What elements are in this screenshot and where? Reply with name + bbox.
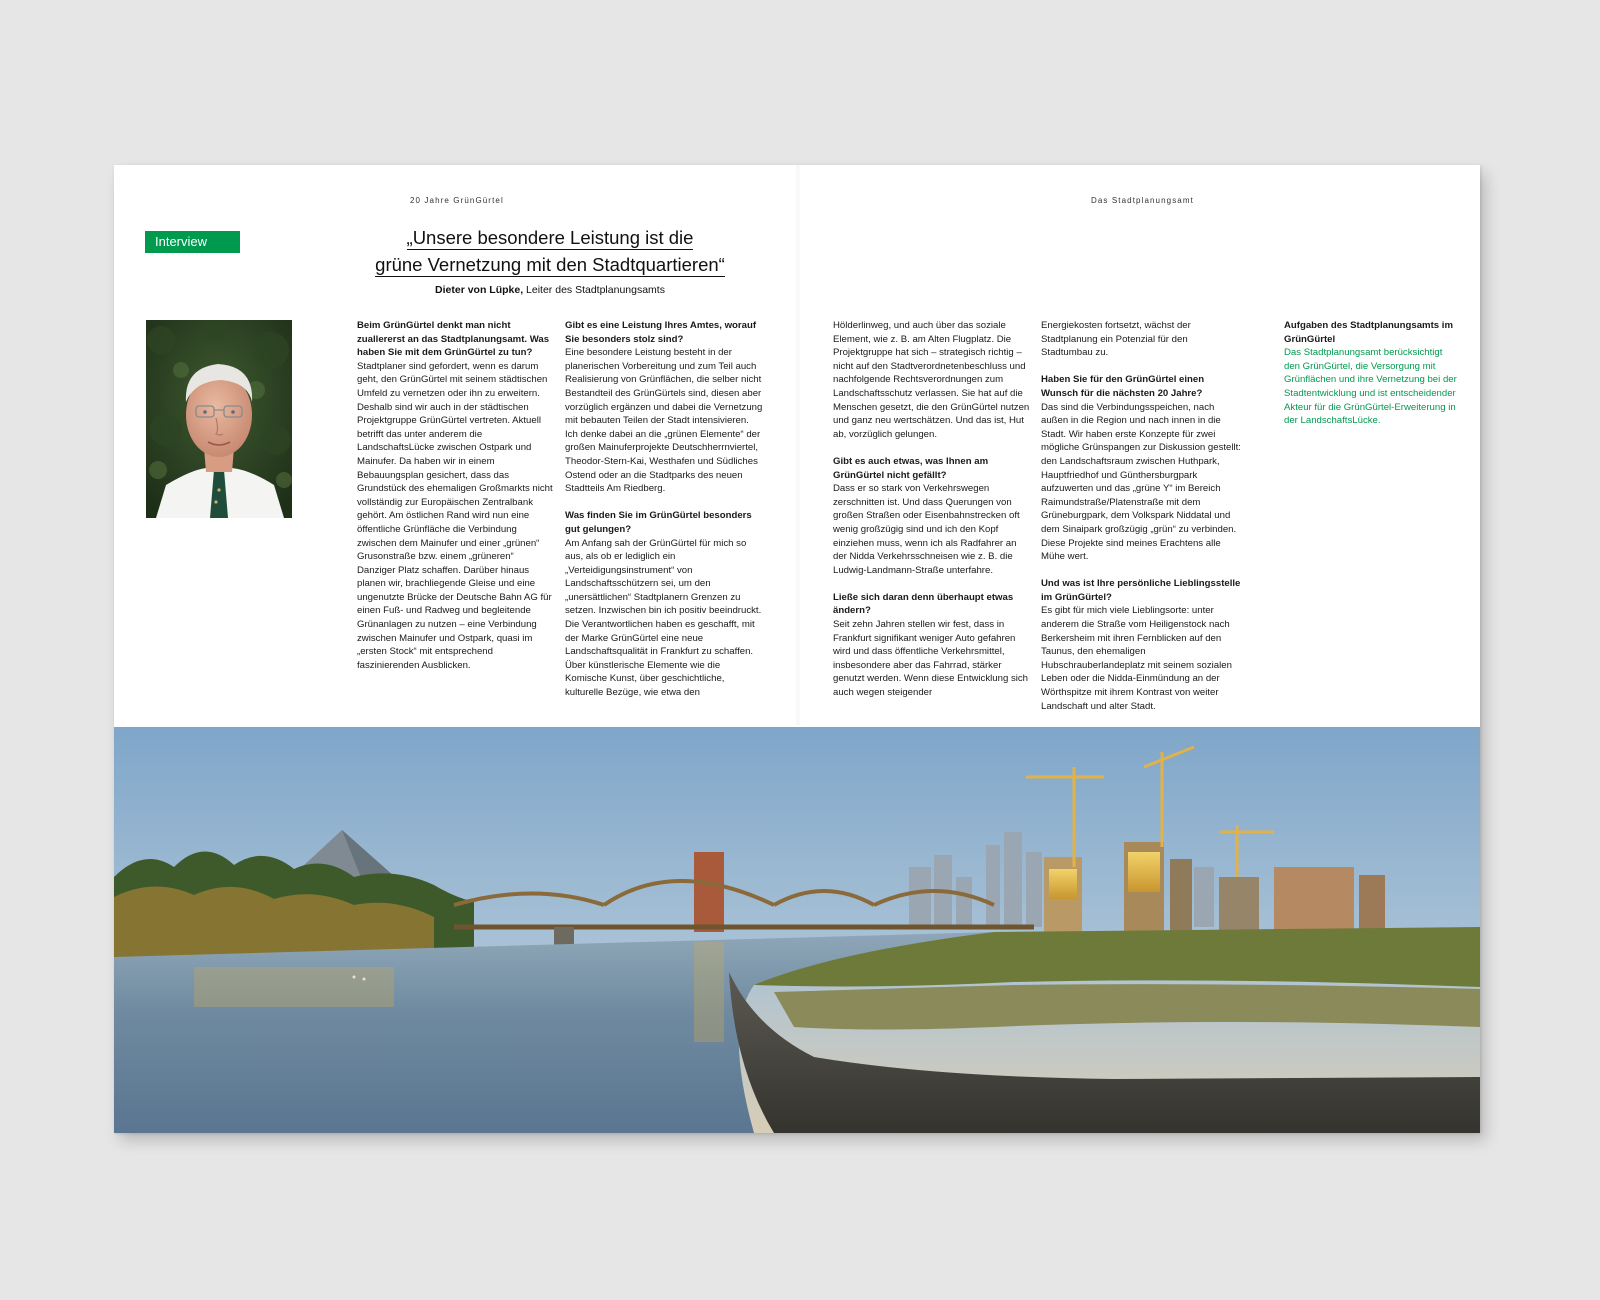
answer: Am Anfang sah der GrünGürtel für mich so aus, als ob er lediglich ein „Verteidigungsinstrument“ von Landschaftsschützern sei, um den „unersättlichen“ Stadtplanern Grenzen zu setzen. Inzwischen bin ich positiv beeindruckt. Die Verantwortlichen haben es geschafft, mit der Marke GrünGürtel eine neue Landschaftsqualität in Frankfurt zu schaffen. Über künstlerische Elemente wie die Komische Kunst, über geschichtliche, kulturelle Bezüge, wie etwa den bbox=[565, 537, 762, 699]
answer: Das sind die Verbindungsspeichen, nach außen in die Region und nach innen in die Stadt. Wir haben erste Konzepte für zwei mögliche Grünspangen zur Diskussion gestellt: den Landschaftsraum zwischen Huthpark, Hauptfriedhof und Günthersburgpark aufzuwerten und das „grüne Y“ im Bereich Raimundstraße/Platenstraße mit dem Grüneburgpark, dem Volkspark Niddatal und dem Sinaipark großzügig „grün“ zu verbinden. Diese Projekte sind meines Erachtens alle Mühe wert. bbox=[1041, 401, 1241, 563]
river-skyline-illustration bbox=[114, 727, 1480, 1133]
interview-tag: Interview bbox=[145, 231, 240, 253]
question: Gibt es auch etwas, was Ihnen am GrünGürtel nicht gefällt? bbox=[833, 455, 989, 481]
sidebar-text: Das Stadtplanungsamt berücksichtigt den GrünGürtel, die Versorgung mit Grünflächen und ihre Vernetzung bei der Stadtentwicklung und ist entscheidender Akteur für die GrünGürtel-Erweiterung in der LandschaftsLücke. bbox=[1284, 347, 1457, 427]
answer: Stadtplaner sind gefordert, wenn es darum geht, den GrünGürtel mit seinem städtischen Umfeld zu vernetzen oder ihn zu erweitern. Deshalb sind wir auch in der städtischen Projektgruppe GrünGürtel vertreten. Aktuell betrifft das unter anderem die LandschaftsLücke zwischen Ostpark und Mainufer. Da haben wir in einem Bebauungsplan gesichert, dass das Grundstück des ehemaligen Großmarkts nicht vollständig zur Europäischen Zentralbank gehört. Am östlichen Rand wird nun eine öffentliche Grünfläche die Verbindung zwischen dem Mainufer und einer „grünen“ Grusonstraße bzw. einem „grüneren“ Danziger Platz schaffen. Darüber hinaus planen wir, brachliegende Gleise und eine ungenutzte Brücke der Deutsche Bahn AG für einen Fuß- und Radweg und begleitende Grünanlagen zu nutzen – eine Verbindung zwischen Mainufer und Ostpark, quasi im „ersten Stock“ mit entsprechend faszinierenden Ausblicken. bbox=[357, 360, 553, 671]
byline-role: Leiter des Stadtplanungsamts bbox=[523, 284, 665, 296]
text-column-4 bbox=[1041, 319, 1241, 713]
text-column-2 bbox=[565, 319, 763, 700]
page-gutter bbox=[795, 165, 801, 725]
article-title bbox=[350, 225, 750, 279]
answer: Energiekosten fortsetzt, wächst der Stadtplanung ein Potenzial für den Stadtumbau zu. bbox=[1041, 320, 1191, 359]
text-column-3 bbox=[833, 319, 1031, 700]
panorama-photo bbox=[114, 727, 1480, 1133]
sidebar-heading: Aufgaben des Stadtplanungsamts im GrünGürtel bbox=[1284, 320, 1453, 345]
question: Ließe sich daran denn überhaupt etwas ändern? bbox=[833, 591, 1014, 617]
title-line-1: „Unsere besondere Leistung ist die bbox=[406, 227, 694, 248]
answer: Hölderlinweg, und auch über das soziale Element, wie z. B. am Alten Flugplatz. Die Projektgruppe hat sich – strategisch richtig – nicht auf den Stadtverordnetenbeschluss und nachfolgende Rechtsverordnungen zum Landschaftsschutz verlassen. Sie hat auf die Menschen gesetzt, die den GrünGürtel nutzen und ganz neu wertschätzen. Und das ist, Hut ab, vorzüglich gelungen. bbox=[833, 320, 1030, 440]
question: Was finden Sie im GrünGürtel besonders gut gelungen? bbox=[565, 510, 752, 535]
byline-name: Dieter von Lüpke, bbox=[435, 284, 524, 296]
question: Beim GrünGürtel denkt man nicht zuallererst an das Stadtplanungsamt. Was haben Sie mit dem GrünGürtel zu tun? bbox=[357, 320, 550, 359]
text-column-1 bbox=[357, 319, 553, 672]
answer: Eine besondere Leistung besteht in der planerischen Vorbereitung und zum Teil auch Realisierung von Grünflächen, die selber nicht Bestandteil des GrünGürtels sind, diesen aber vorzüglich ergänzen und dabei die Vernetzung mit bebauten Teilen der Stadt intensivieren. Ich denke dabei an die „grünen Elemente“ der großen Mainuferprojekte Deutschherrnviertel, Theodor-Stern-Kai, Westhafen und Südliches Ostend oder an die Stadtparks des neuen Stadtteils Am Riedberg. bbox=[565, 347, 763, 495]
title-line-2: grüne Vernetzung mit den Stadtquartieren“ bbox=[375, 254, 725, 275]
question: Und was ist Ihre persönliche Lieblingsstelle im GrünGürtel? bbox=[1041, 578, 1241, 603]
running-header-left: 20 Jahre GrünGürtel bbox=[410, 196, 504, 205]
question: Gibt es eine Leistung Ihres Amtes, worauf Sie besonders stolz sind? bbox=[565, 320, 757, 345]
answer: Seit zehn Jahren stellen wir fest, dass in Frankfurt signifikant weniger Auto gefahren wird und dass öffentliche Verkehrsmittel, insbesondere aber das Fahrrad, stärker genutzt werden. Wenn diese Entwicklung sich auch wegen steigender bbox=[833, 619, 1029, 699]
question: Haben Sie für den GrünGürtel einen Wunsch für die nächsten 20 Jahre? bbox=[1041, 374, 1205, 399]
portrait-photo bbox=[146, 320, 292, 518]
byline bbox=[350, 284, 750, 296]
running-header-right: Das Stadtplanungsamt bbox=[1091, 196, 1194, 205]
answer: Dass er so stark von Verkehrswegen zerschnitten ist. Und dass Querungen von großen Straßen oder Eisenbahnstrecken oft wenig großzügig sind und ich den Kopf einziehen muss, wenn ich als Radfahrer an der Nidda Verkehrsschneisen wie z. B. die Ludwig-Landmann-Straße unterfahre. bbox=[833, 483, 1020, 576]
magazine-spread bbox=[114, 165, 1480, 1133]
portrait-illustration bbox=[146, 320, 292, 518]
answer: Es gibt für mich viele Lieblingsorte: unter anderem die Straße vom Heiligenstock nach Berkersheim mit ihren Fernblicken auf den Taunus, den ehemaligen Hubschrauberlandeplatz mit seinem sozialen Leben oder die Nidda-Einmündung an der Wörthspitze mit ihrem Kontrast von weiter Landschaft und alter Stadt. bbox=[1041, 605, 1232, 712]
sidebar-box bbox=[1284, 319, 1460, 428]
